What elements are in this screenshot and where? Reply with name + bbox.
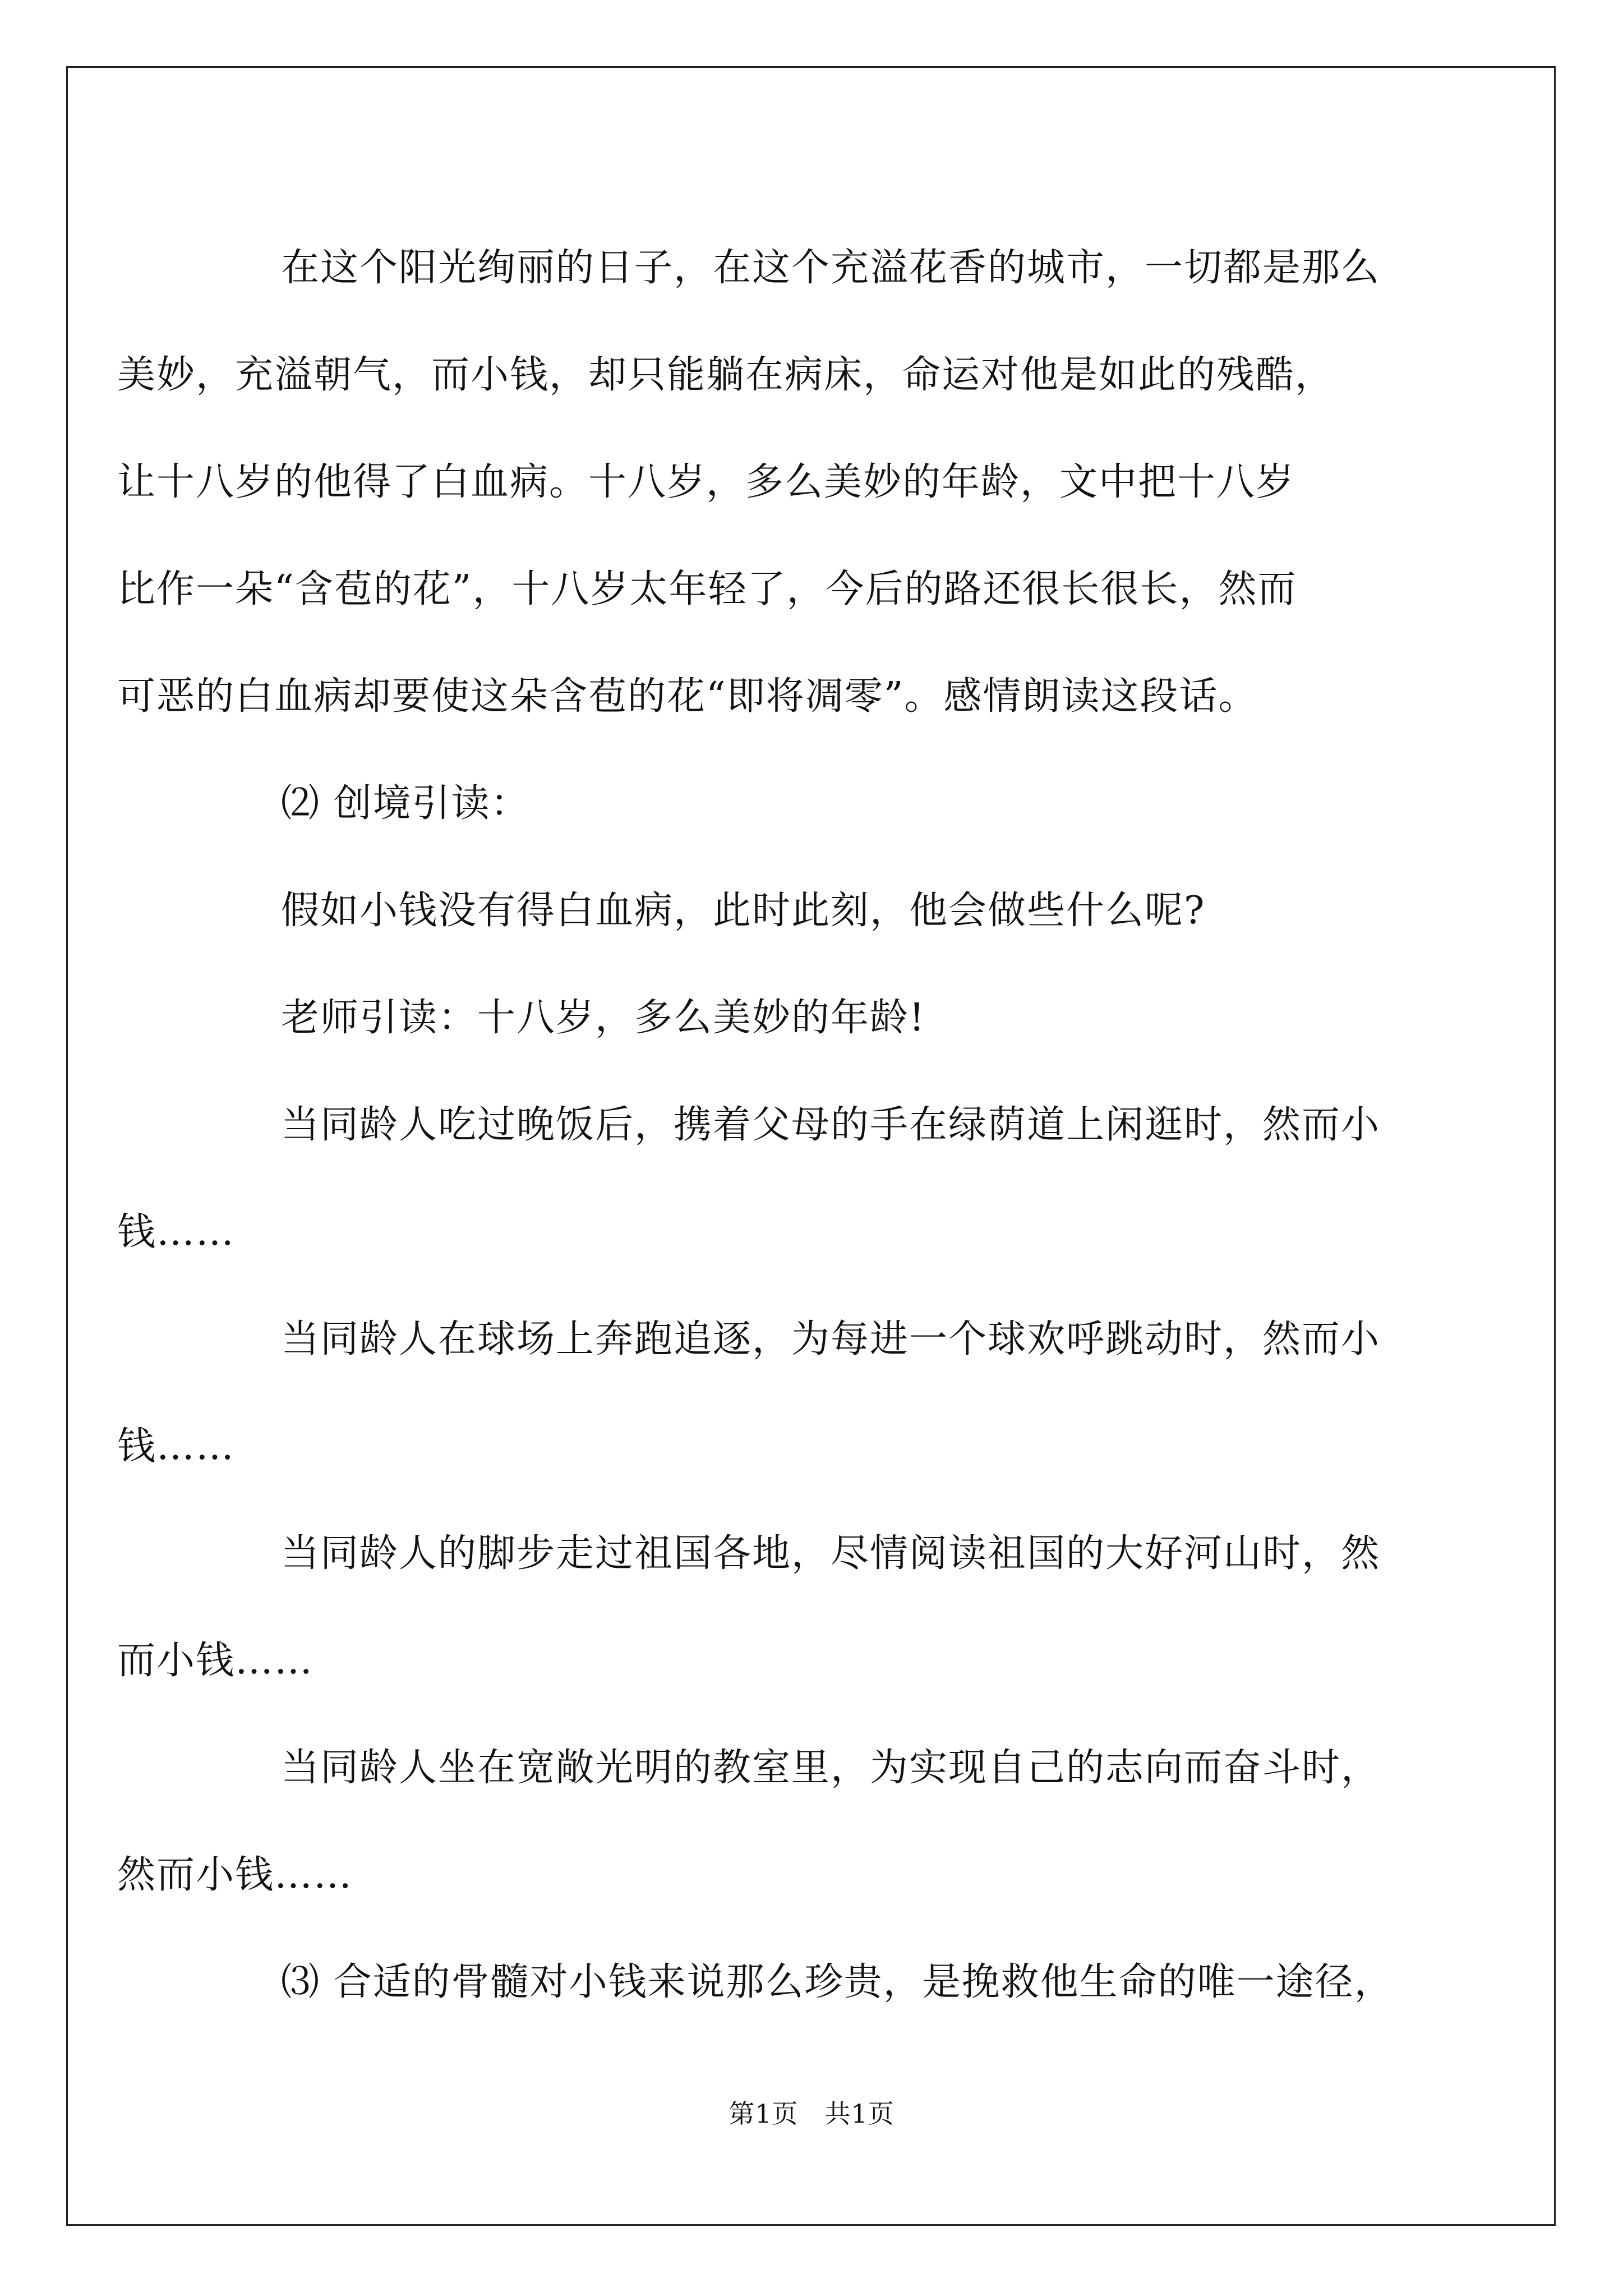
paragraph-4-line-1: 老师引读：十八岁，多么美妙的年龄! — [281, 996, 926, 1040]
paragraph-1-line-1: 在这个阳光绚丽的日子，在这个充溢花香的城市，一切都是那么 — [281, 246, 1381, 290]
document-body — [117, 214, 1472, 2036]
paragraph-3-line-1: 假如小钱没有得白血病，此时此刻，他会做些什么呢? — [281, 889, 1206, 933]
paragraph-7-line-1: 当同龄人的脚步走过祖国各地，尽情阅读祖国的大好河山时，然 — [281, 1531, 1381, 1576]
page-total-label: 共1页 — [824, 2099, 895, 2129]
paragraph-1-line-3: 让十八岁的他得了白血病。十八岁，多么美妙的年龄，文中把十八岁 — [117, 460, 1295, 504]
paragraph-6 — [117, 1286, 1472, 1500]
paragraph-5-line-2: 钱…… — [117, 1210, 236, 1254]
paragraph-9-line-1: ⑶ 合适的骨髓对小钱来说那么珍贵，是挽救他生命的唯一途径， — [281, 1960, 1394, 2004]
paragraph-2-line-1: ⑵ 创境引读： — [281, 781, 530, 826]
page-number-label: 第1页 — [728, 2099, 799, 2129]
paragraph-4 — [199, 964, 1472, 1071]
page-footer — [0, 2093, 1623, 2131]
paragraph-6-line-1: 当同龄人在球场上奔跑追逐，为每进一个球欢呼跳动时，然而小 — [281, 1317, 1381, 1361]
paragraph-3 — [199, 857, 1472, 964]
paragraph-5 — [117, 1071, 1472, 1286]
paragraph-1-line-4: 比作一朵“含苞的花”，十八岁太年轻了，今后的路还很长很长，然而 — [117, 567, 1297, 611]
paragraph-8 — [117, 1714, 1472, 1929]
paragraph-1-line-2: 美妙，充溢朝气，而小钱，却只能躺在病床，命运对他是如此的残酷， — [117, 353, 1335, 397]
paragraph-7-line-2: 而小钱…… — [117, 1639, 314, 1683]
paragraph-6-line-2: 钱…… — [117, 1424, 236, 1469]
paragraph-9 — [199, 1929, 1472, 2036]
paragraph-5-line-1: 当同龄人吃过晚饭后，携着父母的手在绿荫道上闲逛时，然而小 — [281, 1103, 1381, 1147]
paragraph-8-line-2: 然而小钱…… — [117, 1853, 353, 1897]
paragraph-2 — [199, 750, 1472, 857]
paragraph-1-line-5: 可恶的白血病却要使这朵含苞的花“即将凋零”。感情朗读这段话。 — [117, 674, 1258, 719]
paragraph-1 — [117, 214, 1472, 750]
paragraph-7 — [117, 1500, 1472, 1714]
paragraph-8-line-1: 当同龄人坐在宽敞光明的教室里，为实现自己的志向而奋斗时， — [281, 1746, 1381, 1790]
